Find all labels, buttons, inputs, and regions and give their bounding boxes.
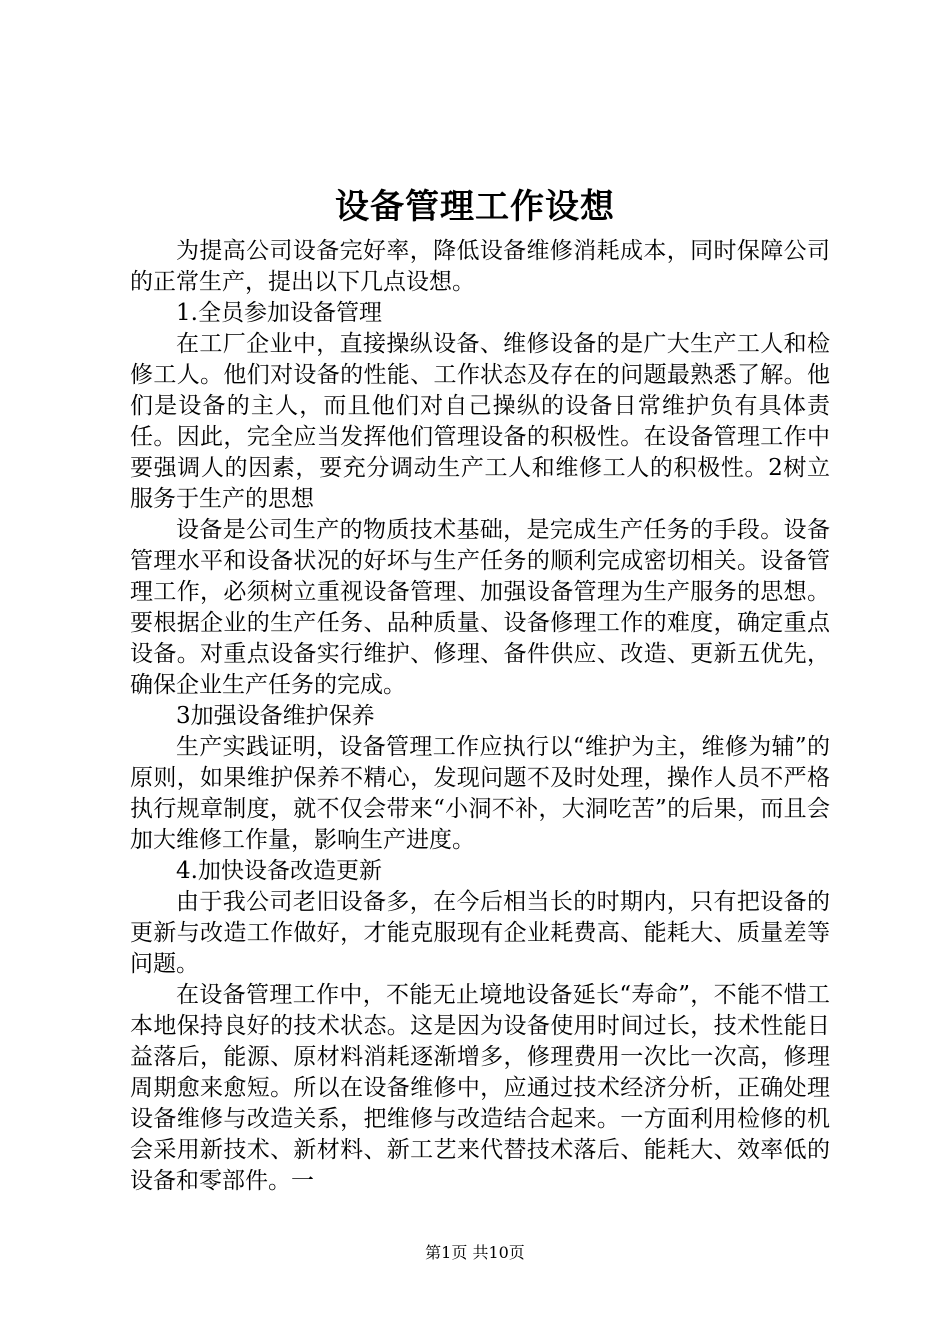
page-footer: 第1页 共10页	[425, 1243, 525, 1262]
section-paragraph-3: 生产实践证明，设备管理工作应执行以“维护为主，维修为辅”的原则，如果维护保养不精心，发现问题不及时处理，操作人员不严格执行规章制度，就不仅会带来“小洞不补，大洞吃苦”的后果，而且会加大维修工作量，影响生产进度。	[130, 734, 830, 853]
section-paragraph-2: 设备是公司生产的物质技术基础，是完成生产任务的手段。设备管理水平和设备状况的好坏与生产任务的顺利完成密切相关。设备管理工作，必须树立重视设备管理、加强设备管理为生产服务的思想。要根据企业的生产任务、品种质量、设备修理工作的难度，确定重点设备。对重点设备实行维护、修理、备件供应、改造、更新五优先，确保企业生产任务的完成。	[130, 517, 830, 698]
section-heading-4: 4.加快设备改造更新	[176, 858, 382, 884]
section-paragraph-4a: 由于我公司老旧设备多，在今后相当长的时期内，只有把设备的更新与改造工作做好，才能克服现有企业耗费高、能耗大、质量差等问题。	[130, 889, 830, 977]
section-heading-3: 3加强设备维护保养	[176, 703, 375, 729]
document-title: 设备管理工作设想	[335, 187, 615, 227]
document-body	[130, 236, 830, 1197]
section-paragraph-1: 在工厂企业中，直接操纵设备、维修设备的是广大生产工人和检修工人。他们对设备的性能、工作状态及存在的问题最熟悉了解。他们是设备的主人，而且他们对自己操纵的设备日常维护负有具体责任。因此，完全应当发挥他们管理设备的积极性。在设备管理工作中要强调人的因素，要充分调动生产工人和维修工人的积极性。2树立服务于生产的思想	[130, 331, 830, 512]
section-paragraph-4b: 在设备管理工作中，不能无止境地设备延长“寿命”，不能不惜工本地保持良好的技术状态。这是因为设备使用时间过长，技术性能日益落后，能源、原材料消耗逐渐增多，修理费用一次比一次高，修理周期愈来愈短。所以在设备维修中，应通过技术经济分析，正确处理设备维修与改造关系，把维修与改造结合起来。一方面利用检修的机会采用新技术、新材料、新工艺来代替技术落后、能耗大、效率低的设备和零部件。一	[130, 982, 830, 1194]
section-heading-1: 1.全员参加设备管理	[176, 300, 382, 326]
intro-paragraph: 为提高公司设备完好率，降低设备维修消耗成本，同时保障公司的正常生产，提出以下几点设想。	[130, 238, 830, 295]
